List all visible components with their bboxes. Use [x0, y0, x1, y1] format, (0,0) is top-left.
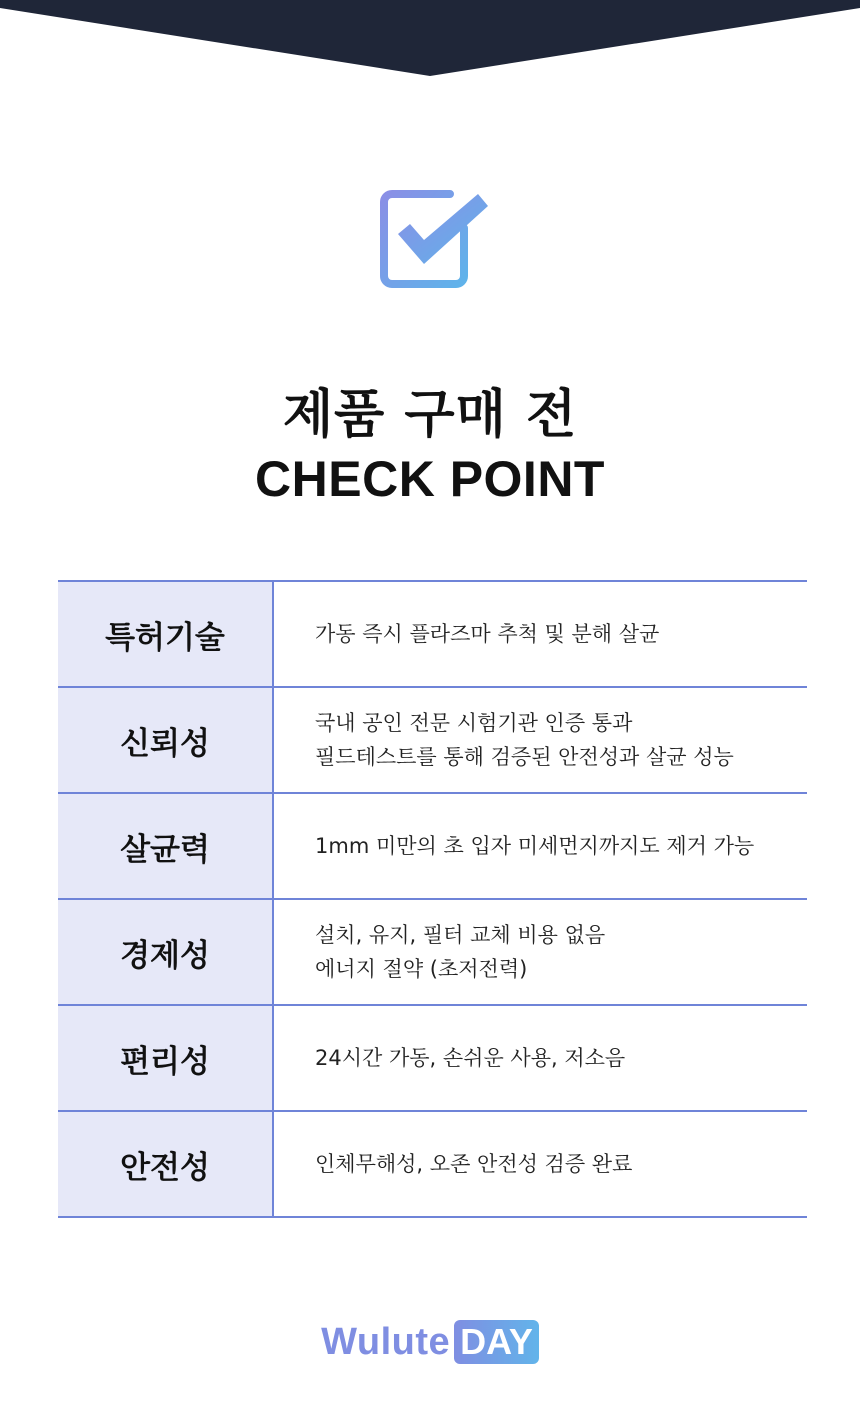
row-value: [274, 794, 807, 898]
row-value: [274, 1112, 807, 1216]
page-title-korean: 제품 구매 전: [282, 385, 578, 445]
brand-logo: [0, 1320, 860, 1364]
row-value: [274, 1006, 807, 1110]
row-value-line: 설치, 유지, 필터 교체 비용 없음: [315, 923, 606, 947]
checkpoint-table: [58, 580, 807, 1218]
row-value-line: 1mm 미만의 초 입자 미세먼지까지도 제거 가능: [315, 834, 755, 858]
row-label: 살균력: [58, 794, 274, 898]
row-value-line: 24시간 가동, 손쉬운 사용, 저소음: [315, 1046, 626, 1070]
table-row-economy: [58, 900, 807, 1006]
table-row-safety: [58, 1112, 807, 1218]
row-value: [274, 900, 807, 1004]
checkbox-checked-icon: [380, 188, 492, 288]
row-value: [274, 688, 807, 792]
table-row-sterilization: [58, 794, 807, 900]
row-value-line: 인체무해성, 오존 안전성 검증 완료: [315, 1152, 633, 1176]
row-label: 특허기술: [58, 582, 274, 686]
top-banner: [0, 0, 860, 76]
row-value-line: 에너지 절약 (초저전력): [315, 957, 528, 981]
row-label: 신뢰성: [58, 688, 274, 792]
table-row-patent: [58, 582, 807, 688]
brand-name-wulute: Wulute: [321, 1320, 451, 1363]
table-row-convenience: [58, 1006, 807, 1112]
page-title-english: CHECK POINT: [255, 451, 605, 507]
row-value-line: 가동 즉시 플라즈마 추척 및 분해 살균: [315, 622, 660, 646]
row-value: [274, 582, 807, 686]
row-label: 안전성: [58, 1112, 274, 1216]
row-value-line: 필드테스트를 통해 검증된 안전성과 살균 성능: [315, 745, 734, 769]
row-label: 경제성: [58, 900, 274, 1004]
row-value-line: 국내 공인 전문 시험기관 인증 통과: [315, 711, 633, 735]
table-row-reliability: [58, 688, 807, 794]
row-label: 편리성: [58, 1006, 274, 1110]
brand-name-day: DAY: [454, 1320, 539, 1364]
